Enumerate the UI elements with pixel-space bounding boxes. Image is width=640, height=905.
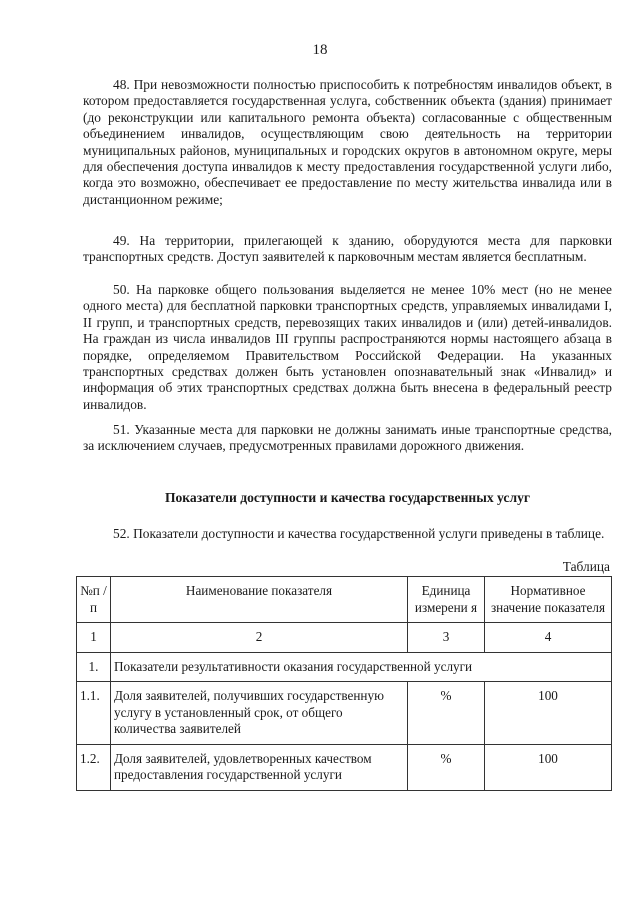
page-number: 18	[312, 42, 328, 58]
table-header-row	[77, 577, 612, 623]
column-number: 2	[111, 623, 408, 653]
row-unit: %	[408, 744, 485, 790]
paragraph-51: 51. Указанные места для парковки не должны занимать иные транспортные средства, за исключением случаев, предусмотренных правилами дорожного движения.	[83, 422, 612, 454]
table-row	[77, 744, 612, 790]
header-number: №п /п	[77, 577, 111, 623]
section-row	[77, 652, 612, 682]
column-number: 3	[408, 623, 485, 653]
table-row	[77, 682, 612, 745]
table-caption: Таблица	[562, 559, 610, 574]
row-number: 1.2.	[77, 744, 111, 790]
row-unit: %	[408, 682, 485, 745]
header-value: Нормативное значение показателя	[485, 577, 612, 623]
row-value: 100	[485, 744, 612, 790]
section-heading: Показатели доступности и качества государственных услуг	[164, 490, 531, 505]
column-number: 4	[485, 623, 612, 653]
column-number: 1	[77, 623, 111, 653]
section-title: Показатели результативности оказания государственной услуги	[111, 652, 612, 682]
paragraph-49: 49. На территории, прилегающей к зданию, оборудуются места для парковки транспортных средств. Доступ заявителей к парковочным местам является бесплатным.	[83, 233, 612, 265]
paragraph-48: 48. При невозможности полностью приспособить к потребностям инвалидов объект, в котором предоставляется государственная услуга, собственник объекта (здания) принимает (до реконструкции или капитального ремонта объекта) согласованные с общественным объединением инвалидов, осуществляющим свою деятельность на территории муниципальных районов, муниципальных и городских округов в автономном округе, меры для обеспечения доступа инвалидов к месту предоставления государственной услуги либо, когда это возможно, обеспечивает ее предоставление по месту жительства инвалида или в дистанционном режиме;	[83, 77, 612, 207]
row-indicator-name: Доля заявителей, удовлетворенных качеством предоставления государственной услуги	[111, 744, 408, 790]
paragraph-52: 52. Показатели доступности и качества государственной услуги приведены в таблице.	[113, 526, 605, 541]
row-indicator-name: Доля заявителей, получивших государственную услугу в установленный срок, от общего количества заявителей	[111, 682, 408, 745]
paragraph-50: 50. На парковке общего пользования выделяется не менее 10% мест (но не менее одного места) для бесплатной парковки транспортных средств, управляемых инвалидами I, II групп, и транспортных средств, перевозящих таких инвалидов и (или) детей-инвалидов. На граждан из числа инвалидов III группы распространяются нормы настоящего абзаца в порядке, определяемом Правительством Российской Федерации. На указанных транспортных средствах должен быть установлен опознавательный знак «Инвалид» и информация об этих транспортных средствах должна быть внесена в федеральный реестр инвалидов.	[83, 282, 612, 412]
header-unit: Единица измерени я	[408, 577, 485, 623]
section-number: 1.	[77, 652, 111, 682]
row-number: 1.1.	[77, 682, 111, 745]
indicators-table	[76, 576, 612, 791]
column-number-row	[77, 623, 612, 653]
header-name: Наименование показателя	[111, 577, 408, 623]
row-value: 100	[485, 682, 612, 745]
